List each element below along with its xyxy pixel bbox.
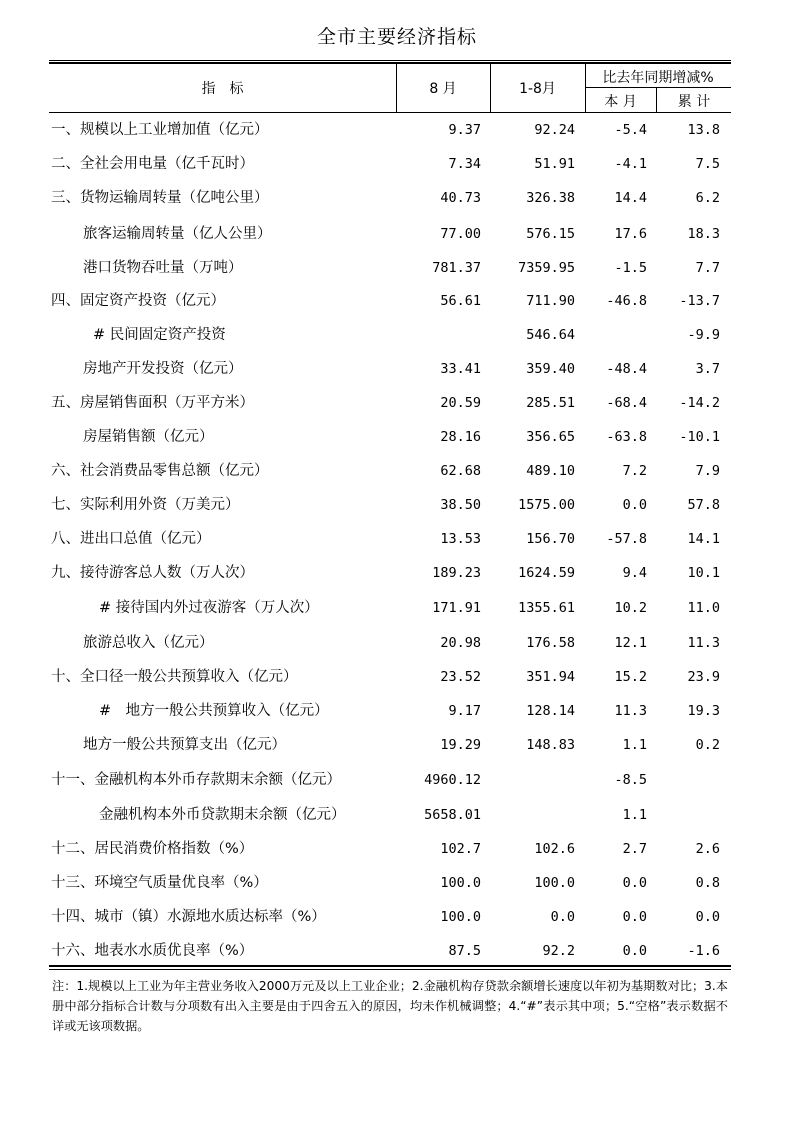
change-month: -1.5	[614, 260, 647, 276]
value-month: 189.23	[432, 565, 481, 581]
value-month: 56.61	[440, 293, 481, 309]
change-month: -5.4	[614, 122, 647, 138]
value-cumulative: 7359.95	[518, 260, 575, 276]
row-label: 旅游总收入（亿元）	[83, 635, 214, 651]
table-row	[49, 660, 731, 694]
value-month: 87.5	[448, 943, 481, 959]
row-label: 三、货物运输周转量（亿吨公里）	[51, 190, 269, 206]
change-cumulative: 57.8	[687, 497, 720, 513]
table-row	[49, 763, 731, 797]
value-cumulative: 351.94	[526, 669, 575, 685]
change-month: 0.0	[622, 909, 647, 925]
value-month: 171.91	[432, 600, 481, 616]
table-row	[49, 318, 731, 352]
change-month: 9.4	[622, 565, 647, 581]
change-cumulative: 7.7	[695, 260, 720, 276]
change-month: 1.1	[622, 807, 647, 823]
row-label: 十、全口径一般公共预算收入（亿元）	[51, 669, 298, 685]
header-this-month: 本 月	[604, 94, 637, 110]
row-label: 十三、环境空气质量优良率（%）	[51, 875, 268, 891]
header-cumulative: 1-8月	[519, 81, 556, 97]
row-label: # 民间固定资产投资	[93, 327, 226, 343]
header-sub-rule	[585, 87, 731, 88]
table-row	[49, 900, 731, 934]
table-row	[49, 866, 731, 900]
value-month: 33.41	[440, 361, 481, 377]
change-cumulative: -13.7	[679, 293, 720, 309]
value-month: 781.37	[432, 260, 481, 276]
value-month: 9.37	[448, 122, 481, 138]
table-row	[49, 284, 731, 318]
table-row	[49, 934, 731, 968]
value-cumulative: 711.90	[526, 293, 575, 309]
value-month: 62.68	[440, 463, 481, 479]
value-cumulative: 285.51	[526, 395, 575, 411]
change-cumulative: 7.9	[695, 463, 720, 479]
footnote: 注：1.规模以上工业为年主营业务收入2000万元及以上工业企业；2.金融机构存贷款余额增长速度以年初为基期数对比；3.本册中部分指标合计数与分项数有出入主要是由于四舍五入的原因，均未作机械调整；4.“#”表示其中项；5.“空格”表示数据不详或无该项数据。	[52, 979, 728, 1033]
value-cumulative: 92.24	[534, 122, 575, 138]
change-cumulative: 19.3	[687, 703, 720, 719]
change-cumulative: 11.0	[687, 600, 720, 616]
row-label: 十一、金融机构本外币存款期末余额（亿元）	[51, 772, 341, 788]
table-row	[49, 217, 731, 251]
row-label: 地方一般公共预算支出（亿元）	[83, 737, 286, 753]
table-top-rule-thick	[49, 62, 731, 64]
table-row	[49, 113, 731, 147]
change-month: 1.1	[622, 737, 647, 753]
page-title: 全市主要经济指标	[316, 26, 477, 48]
row-label: 七、实际利用外资（万美元）	[51, 497, 240, 513]
row-label: # 地方一般公共预算收入（亿元）	[99, 703, 329, 719]
row-label: 八、进出口总值（亿元）	[51, 531, 211, 547]
change-cumulative: 18.3	[687, 226, 720, 242]
change-month: 14.4	[614, 190, 647, 206]
header-accumulated: 累 计	[677, 94, 711, 110]
row-label: 五、房屋销售面积（万平方米）	[51, 395, 254, 411]
row-label: 房地产开发投资（亿元）	[83, 361, 243, 377]
table-bottom-rule-thin	[49, 969, 731, 970]
value-month: 9.17	[448, 703, 481, 719]
change-cumulative: 3.7	[695, 361, 720, 377]
change-month: 12.1	[614, 635, 647, 651]
change-cumulative: -1.6	[687, 943, 720, 959]
change-month: -68.4	[606, 395, 647, 411]
change-cumulative: 23.9	[687, 669, 720, 685]
row-label: 四、固定资产投资（亿元）	[51, 293, 225, 309]
table-top-rule	[49, 60, 731, 61]
table-row	[49, 694, 731, 728]
table-row	[49, 251, 731, 285]
header-indicator: 指 标	[201, 81, 244, 97]
change-month: -46.8	[606, 293, 647, 309]
change-cumulative: 2.6	[695, 841, 720, 857]
value-cumulative: 100.0	[534, 875, 575, 891]
table-row	[49, 728, 731, 762]
table-row	[49, 522, 731, 556]
value-month: 102.7	[440, 841, 481, 857]
change-month: -63.8	[606, 429, 647, 445]
value-cumulative: 92.2	[542, 943, 575, 959]
value-cumulative: 156.70	[526, 531, 575, 547]
row-label: 十六、地表水水质优良率（%）	[51, 943, 254, 959]
change-month: 7.2	[622, 463, 647, 479]
row-label: 二、全社会用电量（亿千瓦时）	[51, 156, 254, 172]
change-cumulative: 0.2	[695, 737, 720, 753]
value-cumulative: 1624.59	[518, 565, 575, 581]
row-label: # 接待国内外过夜游客（万人次）	[99, 600, 319, 616]
value-cumulative: 546.64	[526, 327, 575, 343]
change-month: 10.2	[614, 600, 647, 616]
value-month: 13.53	[440, 531, 481, 547]
table-row	[49, 556, 731, 590]
change-month: 0.0	[622, 943, 647, 959]
change-month: 15.2	[614, 669, 647, 685]
table-row	[49, 832, 731, 866]
change-cumulative: 13.8	[687, 122, 720, 138]
value-month: 40.73	[440, 190, 481, 206]
row-label: 金融机构本外币贷款期末余额（亿元）	[99, 807, 346, 823]
value-month: 19.29	[440, 737, 481, 753]
value-month: 100.0	[440, 909, 481, 925]
value-cumulative: 576.15	[526, 226, 575, 242]
change-cumulative: 0.0	[695, 909, 720, 925]
value-cumulative: 128.14	[526, 703, 575, 719]
row-label: 九、接待游客总人数（万人次）	[51, 565, 254, 581]
change-month: -4.1	[614, 156, 647, 172]
change-month: 2.7	[622, 841, 647, 857]
change-month: -8.5	[614, 772, 647, 788]
table-row	[49, 488, 731, 522]
change-cumulative: 11.3	[687, 635, 720, 651]
table-row	[49, 591, 731, 625]
value-month: 28.16	[440, 429, 481, 445]
header-change: 比去年同期增减%	[602, 70, 714, 86]
row-label: 房屋销售额（亿元）	[83, 429, 214, 445]
row-label: 一、规模以上工业增加值（亿元）	[51, 122, 269, 138]
row-label: 十四、城市（镇）水源地水质达标率（%）	[51, 909, 326, 925]
table-row	[49, 386, 731, 420]
row-label: 旅客运输周转量（亿人公里）	[83, 226, 272, 242]
value-month: 4960.12	[424, 772, 481, 788]
value-month: 23.52	[440, 669, 481, 685]
change-cumulative: -9.9	[687, 327, 720, 343]
value-month: 20.59	[440, 395, 481, 411]
change-month: 0.0	[622, 875, 647, 891]
value-month: 7.34	[448, 156, 481, 172]
change-cumulative: 7.5	[695, 156, 720, 172]
table-row	[49, 352, 731, 386]
value-month: 5658.01	[424, 807, 481, 823]
table-bottom-rule	[49, 965, 731, 967]
header-month: 8 月	[429, 81, 457, 97]
change-month: 11.3	[614, 703, 647, 719]
table-row	[49, 626, 731, 660]
change-cumulative: 6.2	[695, 190, 720, 206]
table-row	[49, 181, 731, 215]
value-month: 20.98	[440, 635, 481, 651]
table-row	[49, 147, 731, 181]
table-row	[49, 454, 731, 488]
value-cumulative: 326.38	[526, 190, 575, 206]
value-cumulative: 102.6	[534, 841, 575, 857]
value-cumulative: 51.91	[534, 156, 575, 172]
table-row	[49, 420, 731, 454]
value-cumulative: 176.58	[526, 635, 575, 651]
change-cumulative: 0.8	[695, 875, 720, 891]
change-month: 0.0	[622, 497, 647, 513]
value-cumulative: 489.10	[526, 463, 575, 479]
value-cumulative: 1355.61	[518, 600, 575, 616]
change-month: -57.8	[606, 531, 647, 547]
change-cumulative: 10.1	[687, 565, 720, 581]
table-row	[49, 798, 731, 832]
change-cumulative: 14.1	[687, 531, 720, 547]
row-label: 六、社会消费品零售总额（亿元）	[51, 463, 269, 479]
row-label: 十二、居民消费价格指数（%）	[51, 841, 254, 857]
row-label: 港口货物吞吐量（万吨）	[83, 260, 243, 276]
value-cumulative: 1575.00	[518, 497, 575, 513]
value-month: 100.0	[440, 875, 481, 891]
change-month: -48.4	[606, 361, 647, 377]
value-cumulative: 359.40	[526, 361, 575, 377]
value-cumulative: 356.65	[526, 429, 575, 445]
value-month: 77.00	[440, 226, 481, 242]
value-month: 38.50	[440, 497, 481, 513]
value-cumulative: 148.83	[526, 737, 575, 753]
change-cumulative: -14.2	[679, 395, 720, 411]
change-month: 17.6	[614, 226, 647, 242]
change-cumulative: -10.1	[679, 429, 720, 445]
value-cumulative: 0.0	[550, 909, 575, 925]
